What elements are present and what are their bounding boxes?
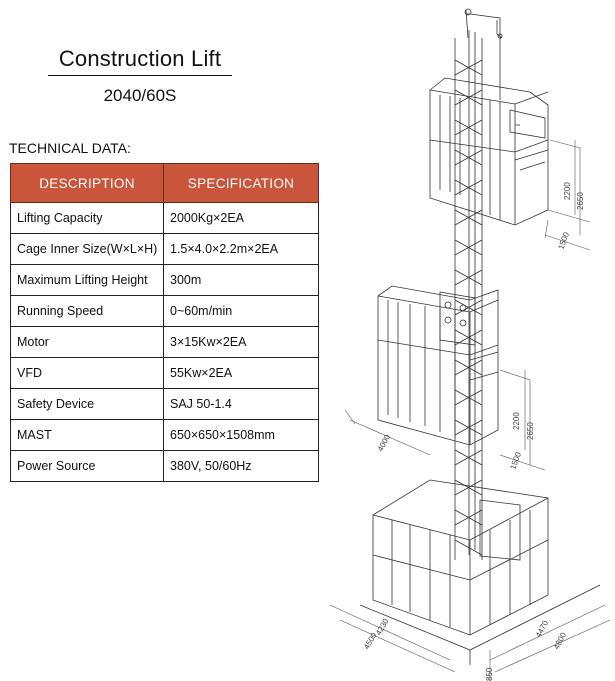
row-specification: 1.5×4.0×2.2m×2EA bbox=[164, 234, 319, 265]
row-description: Power Source bbox=[11, 451, 164, 482]
dim-mid-cage-width: 1500 bbox=[508, 450, 523, 471]
dim-base-length-outer: 4800 bbox=[551, 631, 569, 651]
row-specification: 55Kw×2EA bbox=[164, 358, 319, 389]
row-specification: 2000Kg×2EA bbox=[164, 203, 319, 234]
column-header-specification: SPECIFICATION bbox=[164, 164, 319, 203]
dim-upper-cage-width: 1500 bbox=[556, 230, 571, 251]
row-specification: 380V, 50/60Hz bbox=[164, 451, 319, 482]
row-description: Running Speed bbox=[11, 296, 164, 327]
row-description: VFD bbox=[11, 358, 164, 389]
row-description: MAST bbox=[11, 420, 164, 451]
table-row bbox=[11, 358, 319, 389]
row-description: Lifting Capacity bbox=[11, 203, 164, 234]
upper-cage bbox=[430, 78, 548, 225]
table-row bbox=[11, 203, 319, 234]
row-description: Motor bbox=[11, 327, 164, 358]
dim-mid-cage-height: 2200 bbox=[512, 412, 521, 430]
lift-technical-drawing bbox=[318, 0, 615, 681]
dim-mid-cage-overall: 2650 bbox=[526, 422, 535, 440]
dim-base-height: 850 bbox=[485, 667, 494, 681]
table-row bbox=[11, 234, 319, 265]
row-description: Maximum Lifting Height bbox=[11, 265, 164, 296]
section-label: TECHNICAL DATA: bbox=[9, 140, 131, 156]
technical-data-table bbox=[10, 163, 319, 482]
model-number: 2040/60S bbox=[103, 86, 177, 105]
dim-base-width-inner: 4230 bbox=[373, 617, 391, 637]
row-specification: SAJ 50-1.4 bbox=[164, 389, 319, 420]
dim-mid-cage-length: 4000 bbox=[375, 433, 393, 453]
row-description: Safety Device bbox=[11, 389, 164, 420]
dim-base-width-outer: 4500 bbox=[361, 631, 379, 651]
table-row bbox=[11, 451, 319, 482]
dim-upper-cage-overall: 2650 bbox=[576, 192, 585, 210]
row-specification: 650×650×1508mm bbox=[164, 420, 319, 451]
row-specification: 300m bbox=[164, 265, 319, 296]
row-specification: 0~60m/min bbox=[164, 296, 319, 327]
dim-upper-cage-height: 2200 bbox=[563, 182, 572, 200]
column-header-description: DESCRIPTION bbox=[11, 164, 164, 203]
table-row bbox=[11, 296, 319, 327]
table-row bbox=[11, 420, 319, 451]
row-specification: 3×15Kw×2EA bbox=[164, 327, 319, 358]
table-row bbox=[11, 265, 319, 296]
row-description: Cage Inner Size(W×L×H) bbox=[11, 234, 164, 265]
table-row bbox=[11, 327, 319, 358]
page-title: Construction Lift bbox=[48, 46, 232, 76]
table-header-row bbox=[11, 164, 319, 203]
dim-base-length-inner: 4470 bbox=[533, 619, 551, 639]
table-row bbox=[11, 389, 319, 420]
